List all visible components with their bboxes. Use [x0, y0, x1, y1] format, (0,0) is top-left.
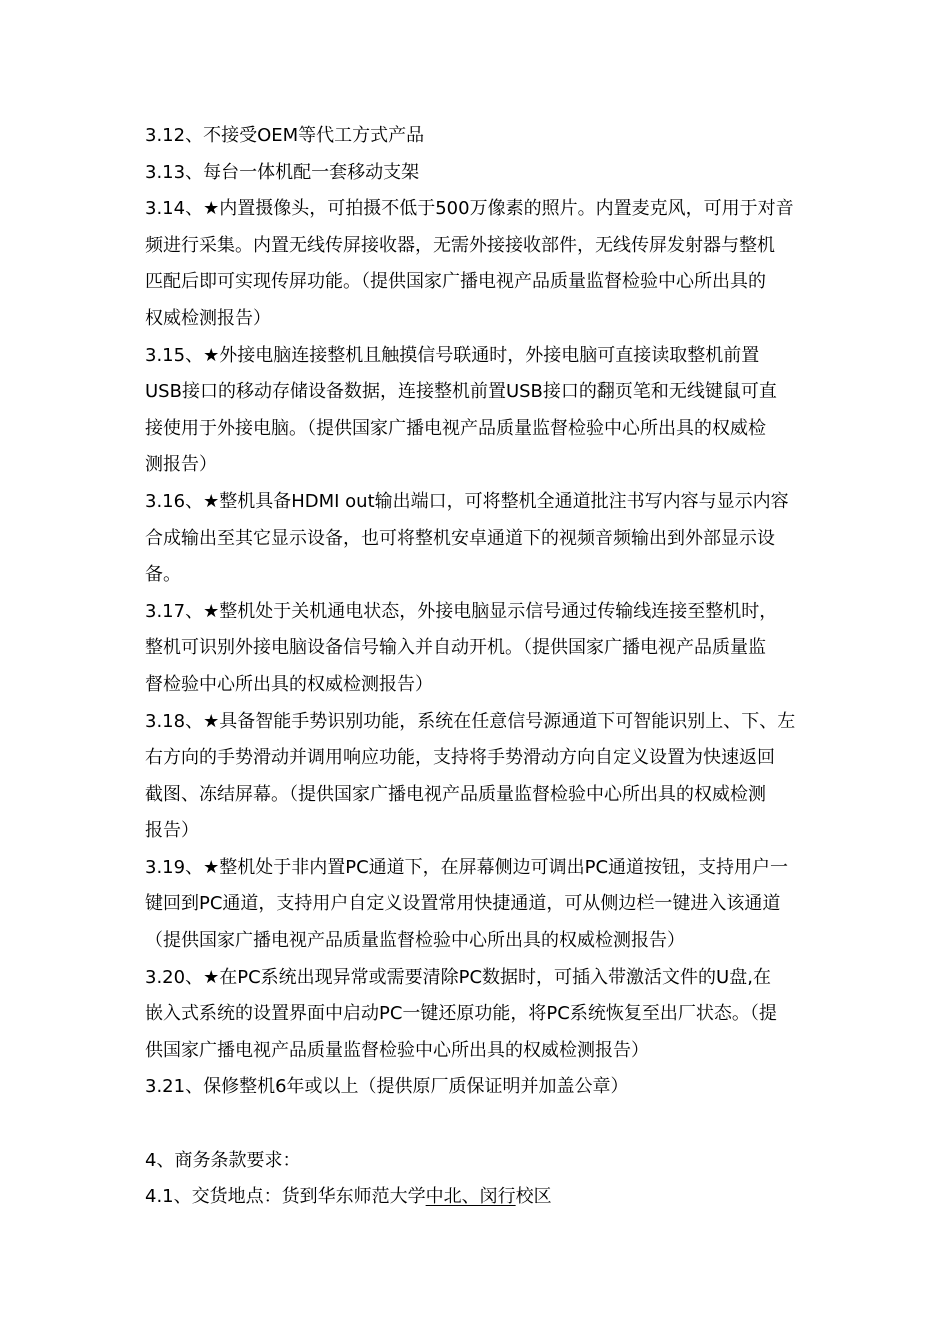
text-line: 右方向的手势滑动并调用响应功能，支持将手势滑动方向自定义设置为快速返回 — [145, 747, 775, 769]
text-line: 接使用于外接电脑。（提供国家广播电视产品质量监督检验中心所出具的权威检 — [145, 417, 766, 439]
delivery-location-line — [145, 1179, 810, 1216]
delivery-suffix: 校区 — [515, 1186, 552, 1208]
text-line: 嵌入式系统的设置界面中启动PC一键还原功能，将PC系统恢复至出厂状态。（提 — [145, 1003, 777, 1025]
text-line: 频进行采集。内置无线传屏接收器，无需外接接收部件，无线传屏发射器与整机 — [145, 234, 775, 256]
text-line: 截图、冻结屏幕。（提供国家广播电视产品质量监督检验中心所出具的权威检测 — [145, 783, 766, 805]
text-line: 报告） — [145, 820, 199, 842]
text-line: 3.13、每台一体机配一套移动支架 — [145, 161, 420, 183]
text-line: 3.12、不接受OEM等代工方式产品 — [145, 125, 425, 146]
text-line: 3.15、★外接电脑连接整机且触摸信号联通时，外接电脑可直接读取整机前置 — [145, 344, 760, 366]
text-line: 3.17、★整机处于关机通电状态，外接电脑显示信号通过传输线连接至整机时， — [145, 600, 778, 622]
document-page — [145, 118, 810, 1216]
text-line: 测报告） — [145, 454, 217, 476]
section-heading: 4、商务条款要求： — [145, 1149, 301, 1171]
delivery-prefix: 4.1、交货地点：货到华东师范大学 — [145, 1186, 426, 1208]
text-line: 键回到PC通道，支持用户自定义设置常用快捷通道，可从侧边栏一键进入该通道 — [145, 893, 781, 915]
text-line: 3.16、★整机具备HDMI out输出端口，可将整机全通道批注书写内容与显示内容 — [145, 490, 789, 512]
text-line: 匹配后即可实现传屏功能。（提供国家广播电视产品质量监督检验中心所出具的 — [145, 271, 766, 293]
text-line: 权威检测报告） — [145, 307, 271, 329]
text-line: 备。 — [145, 564, 181, 586]
text-line: 3.18、★具备智能手势识别功能，系统在任意信号源通道下可智能识别上、下、左 — [145, 710, 796, 732]
text-line: 合成输出至其它显示设备，也可将整机安卓通道下的视频音频输出到外部显示设 — [145, 527, 775, 549]
delivery-campus-underlined: 中北、闵行 — [425, 1186, 516, 1208]
text-line: 督检验中心所出具的权威检测报告） — [145, 673, 433, 695]
text-line: （提供国家广播电视产品质量监督检验中心所出具的权威检测报告） — [145, 930, 685, 952]
text-line: 3.20、★在PC系统出现异常或需要清除PC数据时，可插入带激活文件的U盘,在 — [145, 966, 771, 988]
text-line: USB接口的移动存储设备数据，连接整机前置USB接口的翻页笔和无线键鼠可直 — [145, 381, 777, 403]
text-line: 3.19、★整机处于非内置PC通道下，在屏幕侧边可调出PC通道按钮，支持用户一 — [145, 856, 789, 878]
blank-line — [145, 1106, 810, 1143]
text-line: 整机可识别外接电脑设备信号输入并自动开机。（提供国家广播电视产品质量监 — [145, 637, 766, 659]
text-line: 供国家广播电视产品质量监督检验中心所出具的权威检测报告） — [145, 1039, 649, 1061]
text-line: 3.14、★内置摄像头，可拍摄不低于500万像素的照片。内置麦克风，可用于对音 — [145, 198, 794, 220]
text-line: 3.21、保修整机6年或以上（提供原厂质保证明并加盖公章） — [145, 1076, 629, 1098]
